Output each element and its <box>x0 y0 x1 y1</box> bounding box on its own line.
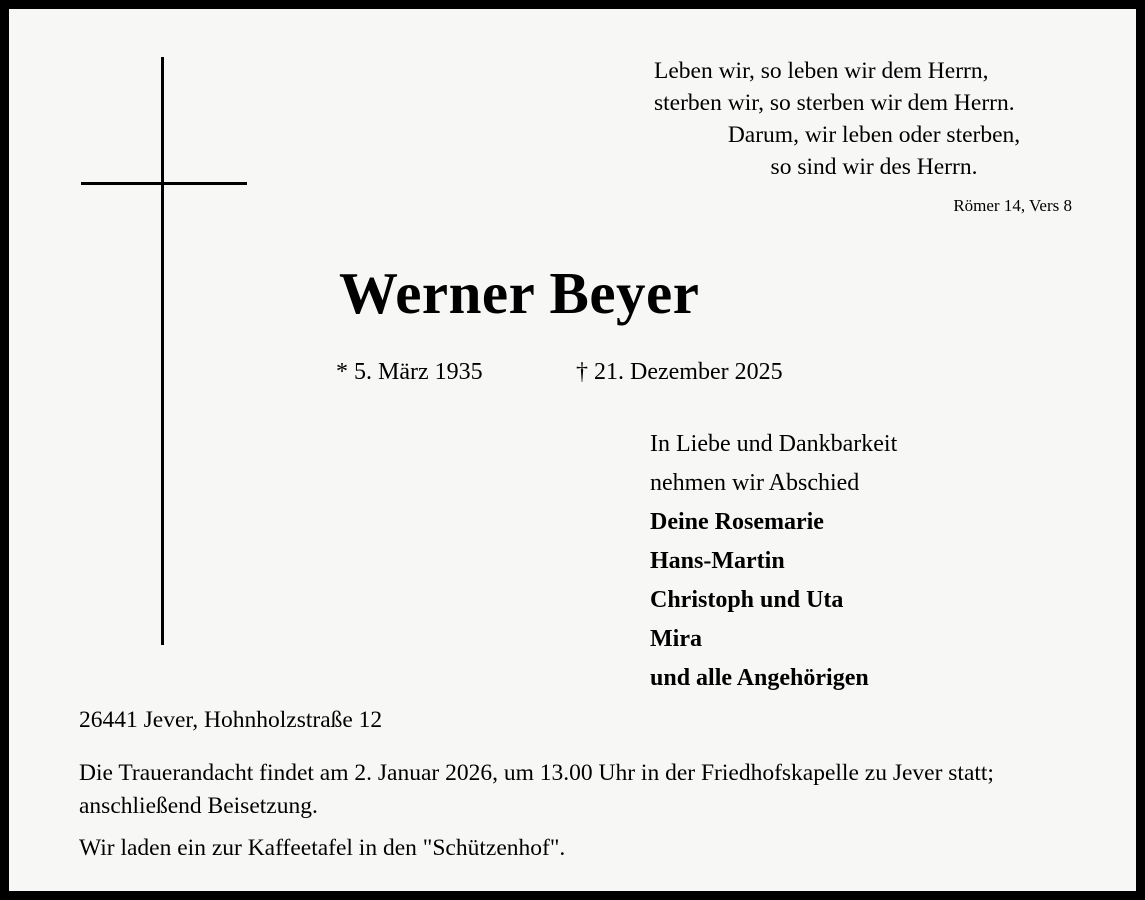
birth-date: * 5. März 1935 <box>336 359 483 385</box>
deceased-name: Werner Beyer <box>339 260 700 326</box>
life-dates <box>336 356 856 388</box>
mourner-name: Deine Rosemarie <box>650 509 824 535</box>
death-date: † 21. Dezember 2025 <box>576 359 783 385</box>
service-details: Die Trauerandacht findet am 2. Januar 2026, um 13.00 Uhr in der Friedhofskapelle zu Jever statt; anschließend Beisetzung. <box>79 760 994 819</box>
verse-line: so sind wir des Herrn. <box>770 154 978 180</box>
verse-line: Darum, wir leben oder sterben, <box>727 122 1021 148</box>
mourning-intro-line: In Liebe und Dankbarkeit <box>650 431 898 457</box>
mourner-name: Mira <box>650 626 702 652</box>
verse-reference: Römer 14, Vers 8 <box>953 196 1072 215</box>
mourner-name: und alle Angehörigen <box>650 665 869 691</box>
mourner-name: Hans-Martin <box>650 548 785 574</box>
verse-line: sterben wir, so sterben wir dem Herrn. <box>654 90 1015 116</box>
cross-horizontal-bar <box>81 182 247 185</box>
mourning-intro-line: nehmen wir Abschied <box>650 470 860 496</box>
obituary-card <box>9 9 1136 891</box>
bible-verse <box>654 55 1094 222</box>
family-address: 26441 Jever, Hohnholzstraße 12 <box>79 707 383 733</box>
cross-icon <box>81 57 249 645</box>
mourners-block <box>650 425 897 698</box>
reception-invitation: Wir laden ein zur Kaffeetafel in den "Schützenhof". <box>79 835 566 861</box>
verse-line: Leben wir, so leben wir dem Herrn, <box>654 58 989 84</box>
cross-vertical-bar <box>161 57 164 645</box>
mourner-name: Christoph und Uta <box>650 587 844 613</box>
